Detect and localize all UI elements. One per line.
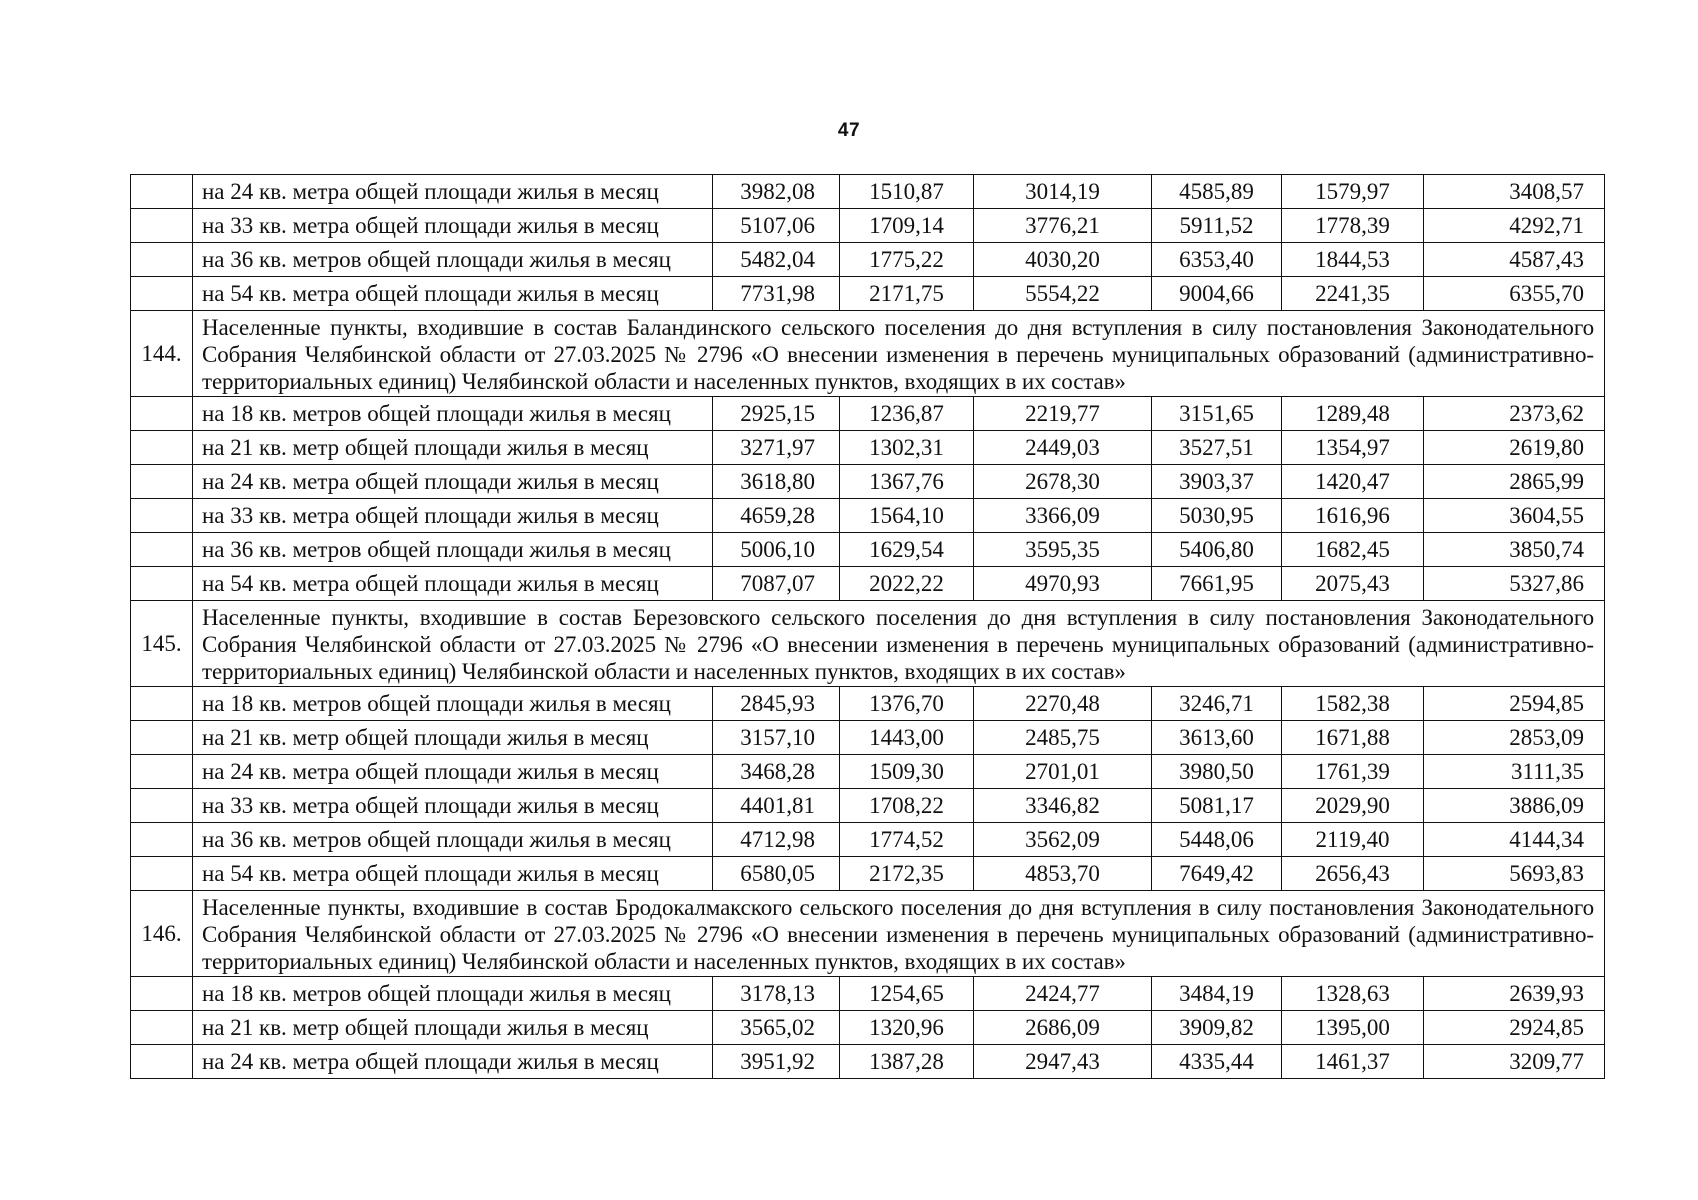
value-cell: 3014,19	[974, 175, 1152, 209]
value-cell: 1616,96	[1282, 499, 1424, 533]
section-index: 145.	[131, 601, 193, 687]
row-label: на 18 кв. метров общей площади жилья в месяц	[193, 397, 713, 431]
value-cell: 3909,82	[1152, 1011, 1282, 1045]
value-cell: 7661,95	[1152, 567, 1282, 601]
section-index: 144.	[131, 311, 193, 397]
table-row	[131, 277, 1605, 311]
row-label: на 21 кв. метр общей площади жилья в месяц	[193, 721, 713, 755]
empty-index-cell	[131, 175, 193, 209]
value-cell: 3565,02	[713, 1011, 840, 1045]
value-cell: 5030,95	[1152, 499, 1282, 533]
value-cell: 3468,28	[713, 755, 840, 789]
value-cell: 5006,10	[713, 533, 840, 567]
table-row	[131, 1011, 1605, 1045]
table-row	[131, 533, 1605, 567]
value-cell: 2171,75	[840, 277, 974, 311]
value-cell: 4853,70	[974, 857, 1152, 891]
table-row	[131, 789, 1605, 823]
empty-index-cell	[131, 1045, 193, 1079]
value-cell: 1629,54	[840, 533, 974, 567]
value-cell: 4144,34	[1424, 823, 1605, 857]
value-cell: 6355,70	[1424, 277, 1605, 311]
value-cell: 1671,88	[1282, 721, 1424, 755]
section-row	[131, 311, 1605, 397]
value-cell: 2119,40	[1282, 823, 1424, 857]
table-body	[131, 175, 1605, 1079]
value-cell: 3157,10	[713, 721, 840, 755]
empty-index-cell	[131, 721, 193, 755]
row-label: на 33 кв. метра общей площади жилья в месяц	[193, 209, 713, 243]
value-cell: 2022,22	[840, 567, 974, 601]
row-label: на 54 кв. метра общей площади жилья в месяц	[193, 277, 713, 311]
value-cell: 1682,45	[1282, 533, 1424, 567]
value-cell: 1509,30	[840, 755, 974, 789]
empty-index-cell	[131, 823, 193, 857]
row-label: на 21 кв. метр общей площади жилья в месяц	[193, 1011, 713, 1045]
tariff-table	[130, 174, 1605, 1079]
value-cell: 9004,66	[1152, 277, 1282, 311]
value-cell: 3209,77	[1424, 1045, 1605, 1079]
value-cell: 3951,92	[713, 1045, 840, 1079]
section-row	[131, 891, 1605, 977]
value-cell: 3246,71	[1152, 687, 1282, 721]
value-cell: 4401,81	[713, 789, 840, 823]
value-cell: 3484,19	[1152, 977, 1282, 1011]
empty-index-cell	[131, 397, 193, 431]
value-cell: 2845,93	[713, 687, 840, 721]
value-cell: 5911,52	[1152, 209, 1282, 243]
value-cell: 3613,60	[1152, 721, 1282, 755]
empty-index-cell	[131, 857, 193, 891]
value-cell: 3527,51	[1152, 431, 1282, 465]
table-row	[131, 397, 1605, 431]
value-cell: 1254,65	[840, 977, 974, 1011]
value-cell: 2424,77	[974, 977, 1152, 1011]
row-label: на 36 кв. метров общей площади жилья в месяц	[193, 533, 713, 567]
row-label: на 36 кв. метров общей площади жилья в месяц	[193, 243, 713, 277]
value-cell: 2947,43	[974, 1045, 1152, 1079]
value-cell: 1761,39	[1282, 755, 1424, 789]
value-cell: 2373,62	[1424, 397, 1605, 431]
empty-index-cell	[131, 687, 193, 721]
row-label: на 18 кв. метров общей площади жилья в месяц	[193, 977, 713, 1011]
value-cell: 2619,80	[1424, 431, 1605, 465]
section-description: Населенные пункты, входившие в состав Бродокалмакского сельского поселения до дня вступления в силу постановления Законодательного Собрания Челябинской области от 27.03.2025 № 2796 «О внесении изменения в перечень муниципальных образований (административно-территориальных единиц) Челябинской области и населенных пунктов, входящих в их состав»	[193, 891, 1605, 977]
value-cell: 4335,44	[1152, 1045, 1282, 1079]
value-cell: 5107,06	[713, 209, 840, 243]
value-cell: 7087,07	[713, 567, 840, 601]
value-cell: 1709,14	[840, 209, 974, 243]
value-cell: 1778,39	[1282, 209, 1424, 243]
value-cell: 4712,98	[713, 823, 840, 857]
value-cell: 3604,55	[1424, 499, 1605, 533]
value-cell: 2029,90	[1282, 789, 1424, 823]
value-cell: 6353,40	[1152, 243, 1282, 277]
value-cell: 1708,22	[840, 789, 974, 823]
value-cell: 1320,96	[840, 1011, 974, 1045]
section-description: Населенные пункты, входившие в состав Баландинского сельского поселения до дня вступления в силу постановления Законодательного Собрания Челябинской области от 27.03.2025 № 2796 «О внесении изменения в перечень муниципальных образований (административно-территориальных единиц) Челябинской области и населенных пунктов, входящих в их состав»	[193, 311, 1605, 397]
value-cell: 3346,82	[974, 789, 1152, 823]
section-description: Населенные пункты, входившие в состав Березовского сельского поселения до дня вступления в силу постановления Законодательного Собрания Челябинской области от 27.03.2025 № 2796 «О внесении изменения в перечень муниципальных образований (административно-территориальных единиц) Челябинской области и населенных пунктов, входящих в их состав»	[193, 601, 1605, 687]
row-label: на 24 кв. метра общей площади жилья в месяц	[193, 175, 713, 209]
value-cell: 2172,35	[840, 857, 974, 891]
value-cell: 1443,00	[840, 721, 974, 755]
empty-index-cell	[131, 499, 193, 533]
table-row	[131, 243, 1605, 277]
value-cell: 1376,70	[840, 687, 974, 721]
value-cell: 5406,80	[1152, 533, 1282, 567]
value-cell: 1775,22	[840, 243, 974, 277]
value-cell: 3886,09	[1424, 789, 1605, 823]
section-row	[131, 601, 1605, 687]
value-cell: 4585,89	[1152, 175, 1282, 209]
value-cell: 6580,05	[713, 857, 840, 891]
value-cell: 2639,93	[1424, 977, 1605, 1011]
row-label: на 54 кв. метра общей площади жилья в месяц	[193, 857, 713, 891]
value-cell: 2924,85	[1424, 1011, 1605, 1045]
value-cell: 3980,50	[1152, 755, 1282, 789]
value-cell: 1367,76	[840, 465, 974, 499]
value-cell: 2485,75	[974, 721, 1152, 755]
value-cell: 3111,35	[1424, 755, 1605, 789]
table-row	[131, 977, 1605, 1011]
empty-index-cell	[131, 977, 193, 1011]
value-cell: 3408,57	[1424, 175, 1605, 209]
value-cell: 2656,43	[1282, 857, 1424, 891]
value-cell: 3850,74	[1424, 533, 1605, 567]
value-cell: 3903,37	[1152, 465, 1282, 499]
value-cell: 5482,04	[713, 243, 840, 277]
page-number: 47	[837, 120, 861, 141]
value-cell: 5554,22	[974, 277, 1152, 311]
value-cell: 3366,09	[974, 499, 1152, 533]
table-row	[131, 857, 1605, 891]
value-cell: 1510,87	[840, 175, 974, 209]
row-label: на 36 кв. метров общей площади жилья в месяц	[193, 823, 713, 857]
table-row	[131, 431, 1605, 465]
value-cell: 1236,87	[840, 397, 974, 431]
value-cell: 1328,63	[1282, 977, 1424, 1011]
table-row	[131, 755, 1605, 789]
row-label: на 24 кв. метра общей площади жилья в месяц	[193, 755, 713, 789]
value-cell: 1582,38	[1282, 687, 1424, 721]
value-cell: 3151,65	[1152, 397, 1282, 431]
value-cell: 1844,53	[1282, 243, 1424, 277]
value-cell: 3595,35	[974, 533, 1152, 567]
value-cell: 2219,77	[974, 397, 1152, 431]
value-cell: 5081,17	[1152, 789, 1282, 823]
row-label: на 54 кв. метра общей площади жилья в месяц	[193, 567, 713, 601]
value-cell: 2449,03	[974, 431, 1152, 465]
row-label: на 18 кв. метров общей площади жилья в месяц	[193, 687, 713, 721]
row-label: на 21 кв. метр общей площади жилья в месяц	[193, 431, 713, 465]
value-cell: 1564,10	[840, 499, 974, 533]
value-cell: 1387,28	[840, 1045, 974, 1079]
value-cell: 1461,37	[1282, 1045, 1424, 1079]
value-cell: 2853,09	[1424, 721, 1605, 755]
empty-index-cell	[131, 277, 193, 311]
table-row	[131, 567, 1605, 601]
value-cell: 1289,48	[1282, 397, 1424, 431]
value-cell: 1354,97	[1282, 431, 1424, 465]
empty-index-cell	[131, 533, 193, 567]
value-cell: 2686,09	[974, 1011, 1152, 1045]
value-cell: 1302,31	[840, 431, 974, 465]
empty-index-cell	[131, 567, 193, 601]
empty-index-cell	[131, 431, 193, 465]
value-cell: 5327,86	[1424, 567, 1605, 601]
value-cell: 3618,80	[713, 465, 840, 499]
value-cell: 3982,08	[713, 175, 840, 209]
value-cell: 1395,00	[1282, 1011, 1424, 1045]
value-cell: 4587,43	[1424, 243, 1605, 277]
table-row	[131, 175, 1605, 209]
empty-index-cell	[131, 243, 193, 277]
section-index: 146.	[131, 891, 193, 977]
value-cell: 2925,15	[713, 397, 840, 431]
empty-index-cell	[131, 465, 193, 499]
empty-index-cell	[131, 1011, 193, 1045]
value-cell: 1420,47	[1282, 465, 1424, 499]
value-cell: 4970,93	[974, 567, 1152, 601]
row-label: на 33 кв. метра общей площади жилья в месяц	[193, 789, 713, 823]
value-cell: 3271,97	[713, 431, 840, 465]
value-cell: 5693,83	[1424, 857, 1605, 891]
value-cell: 2594,85	[1424, 687, 1605, 721]
value-cell: 2865,99	[1424, 465, 1605, 499]
table-row	[131, 1045, 1605, 1079]
row-label: на 33 кв. метра общей площади жилья в месяц	[193, 499, 713, 533]
value-cell: 3562,09	[974, 823, 1152, 857]
value-cell: 4292,71	[1424, 209, 1605, 243]
empty-index-cell	[131, 755, 193, 789]
value-cell: 1579,97	[1282, 175, 1424, 209]
table-row	[131, 465, 1605, 499]
empty-index-cell	[131, 789, 193, 823]
value-cell: 2241,35	[1282, 277, 1424, 311]
value-cell: 4030,20	[974, 243, 1152, 277]
table-row	[131, 687, 1605, 721]
value-cell: 3776,21	[974, 209, 1152, 243]
value-cell: 7731,98	[713, 277, 840, 311]
empty-index-cell	[131, 209, 193, 243]
value-cell: 4659,28	[713, 499, 840, 533]
value-cell: 1774,52	[840, 823, 974, 857]
table-row	[131, 823, 1605, 857]
value-cell: 3178,13	[713, 977, 840, 1011]
row-label: на 24 кв. метра общей площади жилья в месяц	[193, 465, 713, 499]
value-cell: 5448,06	[1152, 823, 1282, 857]
value-cell: 2270,48	[974, 687, 1152, 721]
value-cell: 7649,42	[1152, 857, 1282, 891]
value-cell: 2075,43	[1282, 567, 1424, 601]
table-row	[131, 499, 1605, 533]
value-cell: 2678,30	[974, 465, 1152, 499]
row-label: на 24 кв. метра общей площади жилья в месяц	[193, 1045, 713, 1079]
table-row	[131, 721, 1605, 755]
value-cell: 2701,01	[974, 755, 1152, 789]
table-row	[131, 209, 1605, 243]
